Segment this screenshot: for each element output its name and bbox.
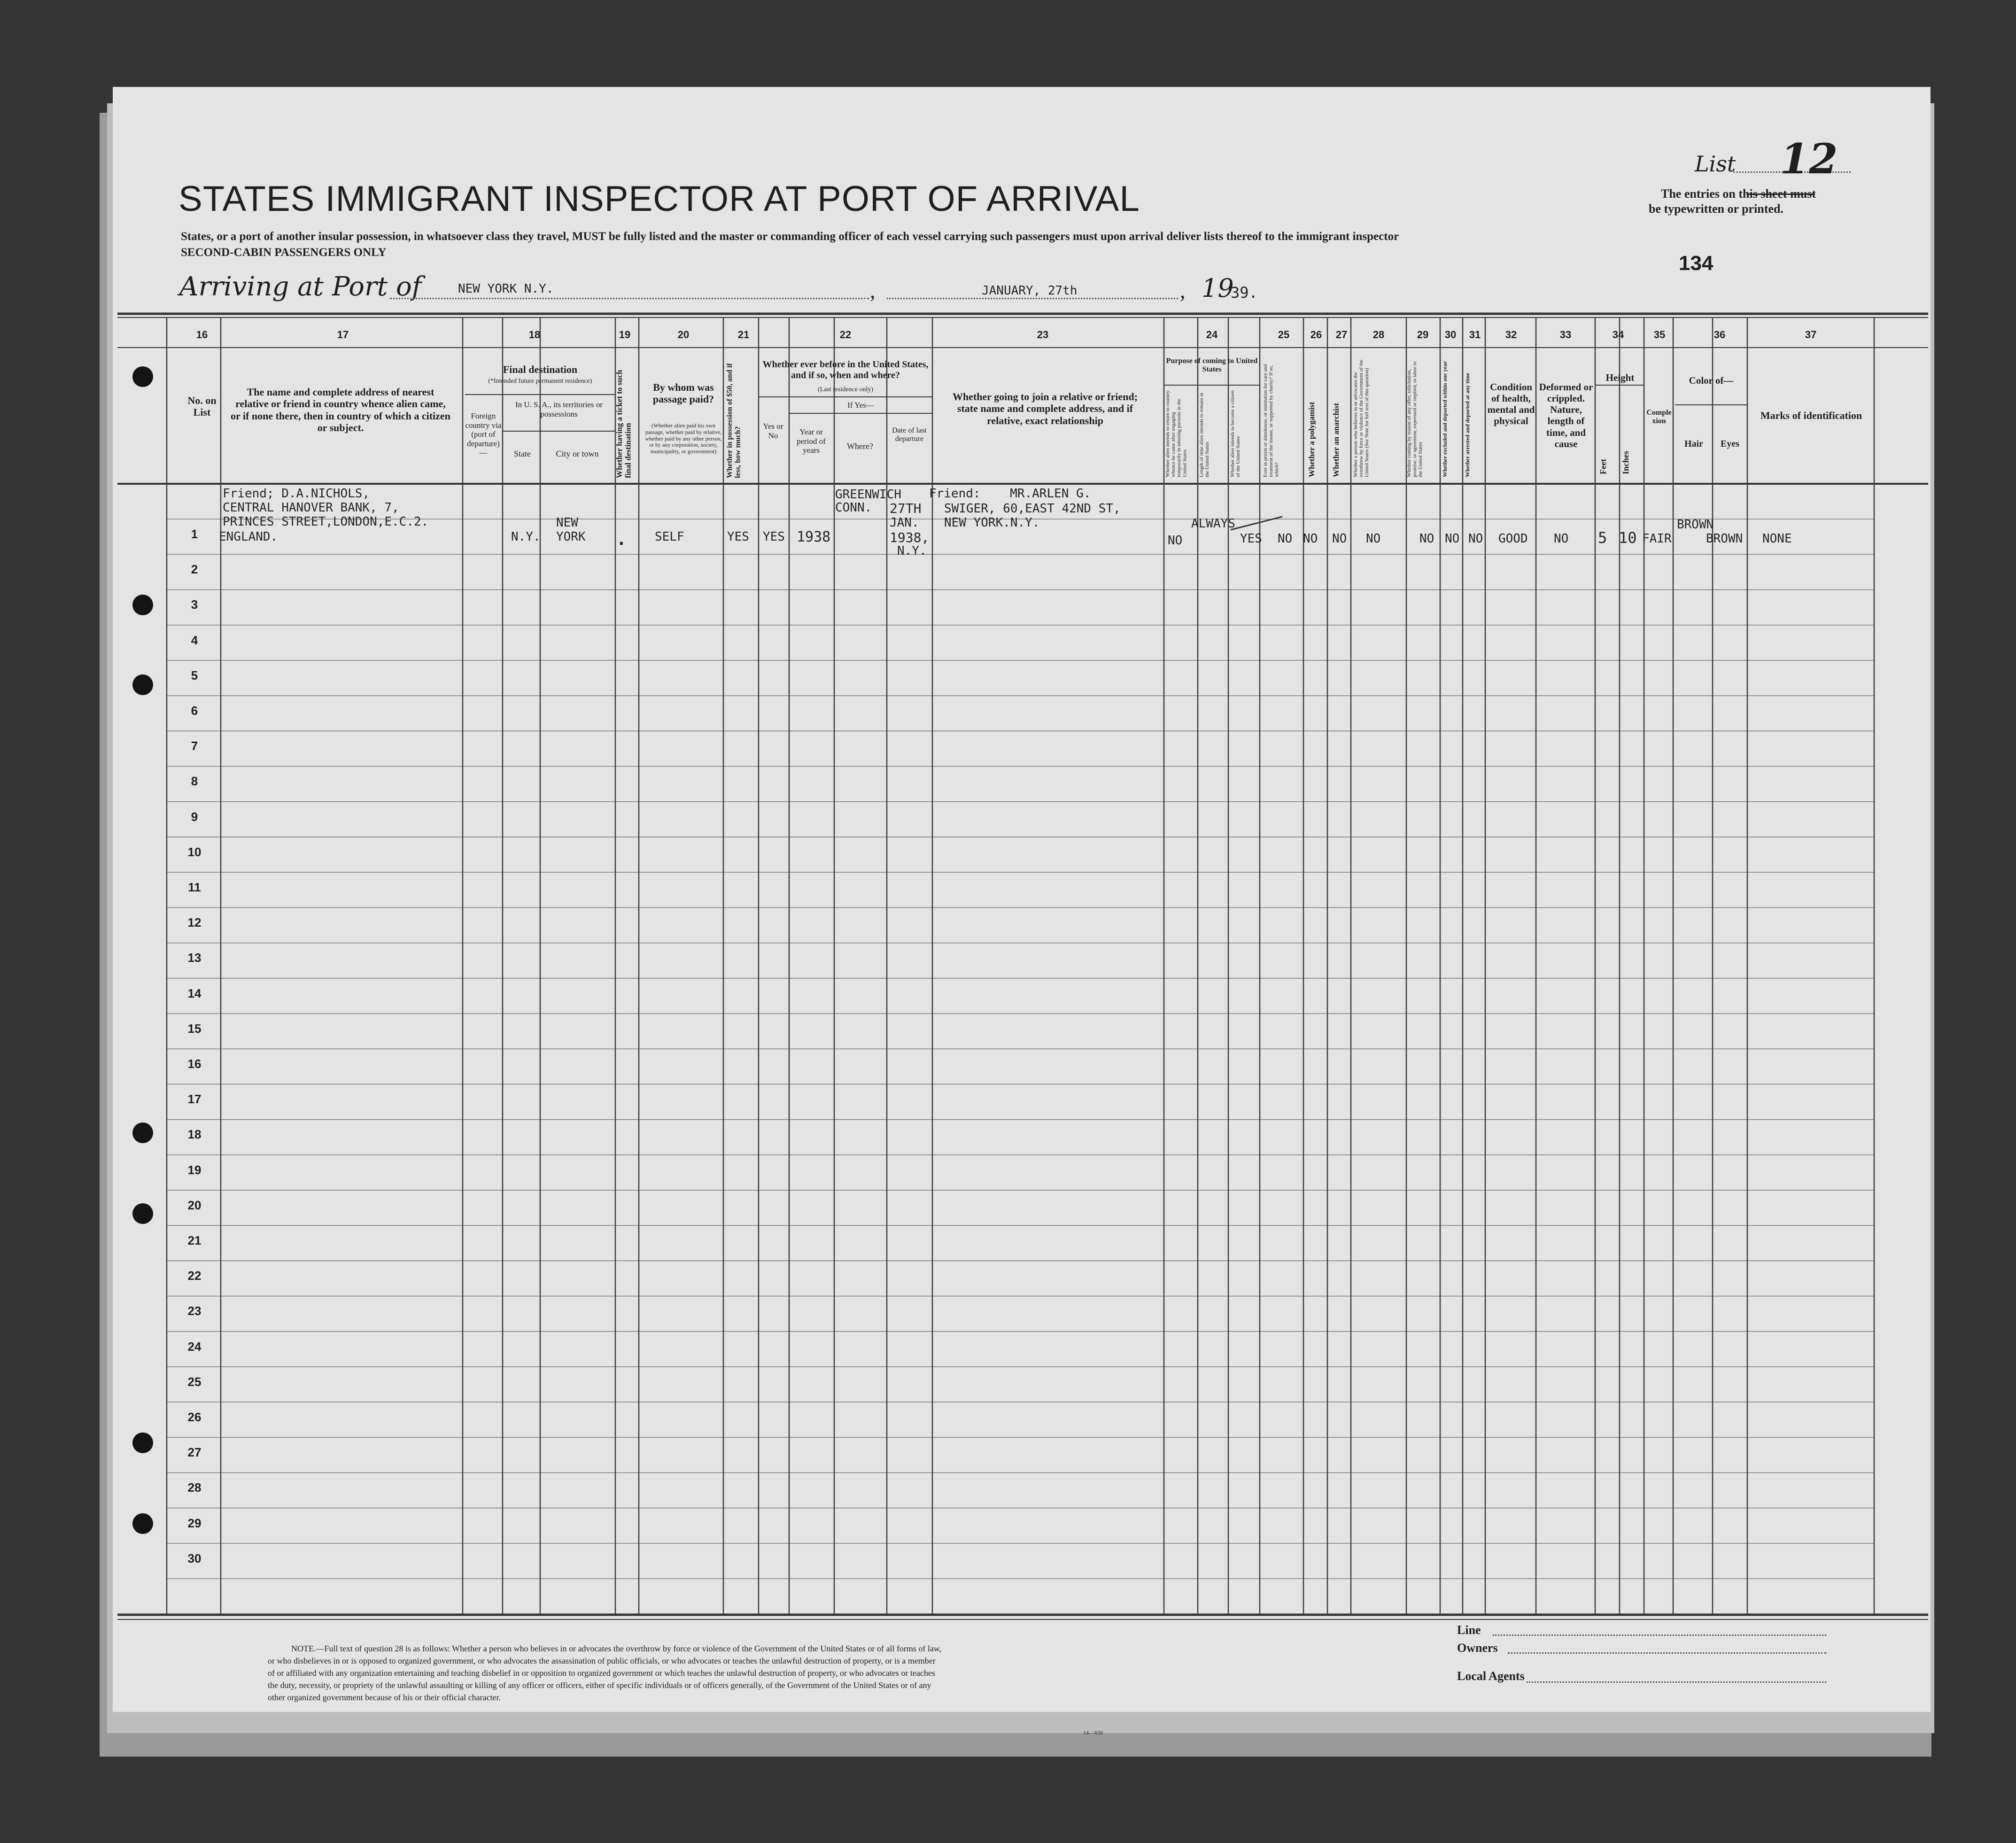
date-line-3: 1938,	[890, 530, 930, 545]
where-line-1: GREENWICH	[835, 488, 901, 502]
hdr-in-usa: In U. S. A., its territories or possessions	[515, 400, 603, 418]
c28-value: NO	[1366, 532, 1381, 546]
relative-line-1: Friend; D.A.NICHOLS,	[223, 487, 370, 501]
note-line-4: the duty, necessity, or propriety of the unlawful assaulting or killing of any officer or officers, either of specific individuals or of officers generally, of the Government of the United States or of any	[268, 1680, 931, 1690]
col-num-35: 35	[1653, 329, 1666, 341]
date-value: JANUARY, 27th	[982, 284, 1078, 298]
row-number: 30	[187, 1551, 202, 1565]
hdr-feet: Feet	[1598, 459, 1608, 474]
possession-value: YES	[727, 530, 749, 544]
hdr-complexion: Complexion	[1646, 409, 1672, 426]
hdr-city: City or town	[556, 449, 599, 458]
agents-label: Local Agents	[1457, 1669, 1525, 1683]
relative-line-3: PRINCES STREET,LONDON,E.C.2.	[223, 515, 429, 529]
hdr-yes-no: Yes or No	[763, 422, 783, 440]
relative-line-4: ENGLAND.	[219, 530, 278, 544]
col-num-23: 23	[1037, 329, 1049, 341]
col-num-17: 17	[337, 329, 349, 341]
hdr-by-whom-note: (Whether alien paid his own passage, whether paid by relative, whether paid by any other person, or by any corporation, society, municipality, or government)	[645, 422, 722, 455]
hdr-ticket: Whether having a ticket to such final destination	[615, 370, 633, 478]
col-num-21: 21	[737, 329, 750, 341]
year-suffix: 39.	[1231, 284, 1258, 302]
hdr-ever-before: Whether ever before in the United States, and if so, when and where?	[762, 359, 929, 380]
hdr-eyes: Eyes	[1721, 439, 1739, 449]
citizen-value: YES	[1240, 532, 1262, 546]
row-number: 16	[187, 1057, 202, 1071]
col-num-18: 18	[528, 329, 541, 341]
list-number: 12	[1780, 134, 1838, 183]
hdr-no-on-list: No. on List	[187, 395, 217, 418]
hdr-where: Where?	[847, 441, 873, 451]
hdr-condition: Condition of health, mental and physical	[1487, 381, 1535, 427]
col-num-30: 30	[1444, 329, 1457, 341]
note-line-5: other organized government because of his or their official character.	[268, 1693, 501, 1702]
c30-value: NO	[1445, 532, 1460, 546]
state-value: N.Y.	[511, 530, 541, 544]
hdr-c24c: Whether alien intends to become a citizen of the United States	[1230, 390, 1241, 477]
hdr-c27: Whether an anarchist	[1332, 403, 1341, 477]
col-num-28: 28	[1372, 329, 1385, 341]
row-number: 7	[191, 739, 198, 753]
hdr-c31: Whether arrested and deported at any time	[1464, 372, 1471, 477]
hdr-final-destination: Final destination	[503, 364, 578, 375]
row-number: 24	[187, 1339, 202, 1354]
condition-value: GOOD	[1498, 532, 1528, 546]
date-line-1: 27TH	[890, 501, 922, 516]
hair-value: BROWN	[1677, 518, 1714, 532]
row-number: 20	[187, 1198, 202, 1212]
col-num-22: 22	[839, 329, 852, 341]
row-number: 12	[187, 915, 202, 930]
c25-value: NO	[1278, 532, 1293, 546]
row-number: 23	[187, 1304, 202, 1318]
paid-by-value: SELF	[655, 530, 684, 544]
hdr-c24b: Length of time alien intends to remain in the United States	[1199, 393, 1210, 477]
row-number: 17	[187, 1092, 202, 1107]
eyes-value: BROWN	[1706, 532, 1743, 546]
row-number: 29	[187, 1516, 202, 1530]
row-number: 8	[191, 774, 198, 789]
row-number: 2	[191, 562, 198, 577]
join-line-2: SWIGER, 60,EAST 42ND ST,	[944, 502, 1121, 516]
row-number: 1	[191, 527, 198, 541]
col-num-36: 36	[1714, 329, 1726, 341]
hdr-deformed: Deformed or crippled. Nature, length of time, and cause	[1539, 381, 1593, 449]
row-number: 11	[188, 880, 201, 894]
hdr-state: State	[514, 449, 531, 458]
join-line-3: NEW YORK.N.Y.	[944, 516, 1040, 530]
hdr-if-yes: If Yes—	[847, 401, 874, 410]
relative-line-2: CENTRAL HANOVER BANK, 7,	[223, 501, 399, 515]
col-num-24: 24	[1206, 329, 1218, 341]
line-label: Line	[1457, 1623, 1481, 1637]
hdr-date-departure: Date of last departure	[892, 426, 927, 443]
c29-value: NO	[1419, 532, 1434, 546]
entries-note: The entries on this sheet must	[1661, 187, 1816, 201]
col-num-33: 33	[1559, 329, 1572, 341]
hdr-c28: Whether a person who believes in or advocates the overthrow by force or violence of the Government of the United States (See Note for full text of this question)	[1353, 359, 1370, 477]
page-number: 134	[1679, 252, 1714, 275]
hdr-marks: Marks of identification	[1760, 410, 1862, 421]
hdr-relative: The name and complete address of nearest relative or friend in country whence alien came, or if none there, then in country of which a citizen or subject.	[231, 386, 450, 434]
form-title: STATES IMMIGRANT INSPECTOR AT PORT OF ARRIVAL	[178, 179, 1140, 219]
row-number: 13	[187, 951, 202, 965]
ever-before-value: YES	[763, 530, 785, 544]
row-number: 9	[191, 809, 198, 824]
hdr-join-relative: Whether going to join a relative or friend; state name and complete address, and if relative, exact relationship	[952, 391, 1138, 426]
hdr-c30: Whether excluded and deported within one year	[1442, 361, 1448, 477]
row-number: 5	[191, 668, 198, 682]
hdr-inches: Inches	[1621, 450, 1630, 474]
entries-note-2: be typewritten or printed.	[1649, 202, 1783, 216]
hdr-possession: Whether in possession of $50, and if less, how much?	[726, 363, 742, 478]
col-num-37: 37	[1805, 329, 1817, 341]
col-num-31: 31	[1469, 329, 1481, 341]
row-number: 21	[187, 1233, 202, 1247]
note-line-1: NOTE.—Full text of question 28 is as follows: Whether a person who believes in or advocates the overthrow by force or violence of the Government of the United States or of all forms of law,	[291, 1644, 942, 1653]
row-number: 25	[187, 1374, 202, 1389]
hdr-hair: Hair	[1684, 439, 1703, 449]
date-line-2: JAN.	[890, 516, 919, 530]
col-num-20: 20	[677, 329, 690, 341]
owners-label: Owners	[1457, 1641, 1498, 1655]
form-subtitle: States, or a port of another insular possession, in whatsoever class they travel, MUST be fully listed and the master or commanding officer of each vessel carrying such passengers must upon arrival deliver lists thereof to the immigrant inspector	[181, 230, 1399, 243]
hdr-c24a: Whether alien intends to return to country whence he came after engaging temporarily in laboring pursuits in the United States	[1165, 390, 1188, 477]
feet-value: 5	[1598, 529, 1607, 547]
deformed-value: NO	[1554, 532, 1569, 546]
form-number: 14—650	[1083, 1729, 1103, 1736]
col-num-25: 25	[1278, 329, 1290, 341]
row-number: 10	[187, 844, 202, 859]
hdr-purpose: Purpose of coming to United States	[1166, 357, 1258, 374]
city-line-1: NEW	[556, 516, 578, 530]
inches-value: 10	[1619, 529, 1637, 547]
year-value: 1938	[797, 529, 831, 545]
length-value: ALWAYS	[1191, 517, 1235, 531]
row-number: 3	[191, 597, 198, 612]
hdr-c26: Whether a polygamist	[1307, 402, 1316, 477]
row-number: 4	[191, 633, 198, 647]
hdr-final-destination-note: (*Intended future permanent residence)	[488, 378, 592, 385]
marks-value: NONE	[1762, 532, 1792, 546]
hdr-c29: Whether coming by reason of any offer, solicitation, promise, or agreement, expressed or implied, to labor in the United States	[1406, 361, 1424, 477]
row-number: 26	[187, 1410, 202, 1424]
col-num-32: 32	[1505, 329, 1517, 341]
hdr-by-whom: By whom was passage paid?	[652, 381, 714, 405]
where-line-2: CONN.	[835, 501, 872, 515]
return-value: NO	[1168, 534, 1183, 548]
complexion-value: FAIR	[1642, 532, 1672, 546]
hdr-height: Height	[1605, 372, 1635, 383]
col-num-26: 26	[1310, 329, 1322, 341]
col-num-27: 27	[1335, 329, 1348, 341]
ticket-value: .	[616, 530, 627, 549]
hdr-c25: Ever in prison or almshouse, or institution for care and treatment of the insane, or supported by charity? If so, which?	[1263, 364, 1280, 477]
note-line-3: of or affiliated with any organization entertaining and teaching disbelief in or opposition to organized government or which teaches the unlawful destruction of property, or who advocates or teaches	[268, 1668, 935, 1678]
hdr-last-residence: (Last residence only)	[817, 386, 874, 393]
note-line-2: or who disbelieves in or is opposed to organized government, or who advocates the assassination of public officials, or who advocates or teaches the unlawful destruction of property, or is a member	[268, 1656, 936, 1665]
class-line: SECOND-CABIN PASSENGERS ONLY	[181, 246, 387, 259]
col-num-19: 19	[619, 329, 631, 341]
c31-value: NO	[1468, 532, 1483, 546]
hdr-year-period: Year or period of years	[797, 427, 826, 455]
date-line-4: N.Y.	[897, 544, 927, 558]
row-number: 14	[187, 986, 202, 1000]
city-line-2: YORK	[556, 530, 586, 544]
join-line-1: Friend: MR.ARLEN G.	[929, 487, 1091, 501]
c26-value: NO	[1303, 532, 1318, 546]
col-num-16: 16	[196, 329, 208, 341]
hdr-color-of: Color of—	[1689, 375, 1734, 386]
col-num-34: 34	[1612, 329, 1624, 341]
row-number: 19	[187, 1162, 202, 1177]
row-number: 15	[187, 1021, 202, 1036]
list-label: List	[1695, 151, 1736, 177]
row-number: 27	[187, 1445, 202, 1460]
arriving-label: Arriving at Port of	[179, 271, 422, 302]
row-number: 6	[191, 704, 198, 718]
port-value: NEW YORK N.Y.	[458, 282, 554, 296]
col-num-29: 29	[1417, 329, 1429, 341]
year-prefix: 19	[1202, 273, 1234, 303]
row-number: 28	[187, 1480, 202, 1495]
row-number: 18	[187, 1127, 202, 1142]
c27-value: NO	[1332, 532, 1347, 546]
hdr-foreign-country: Foreign country via (port of departure)—	[465, 411, 502, 457]
row-number: 22	[187, 1269, 202, 1283]
